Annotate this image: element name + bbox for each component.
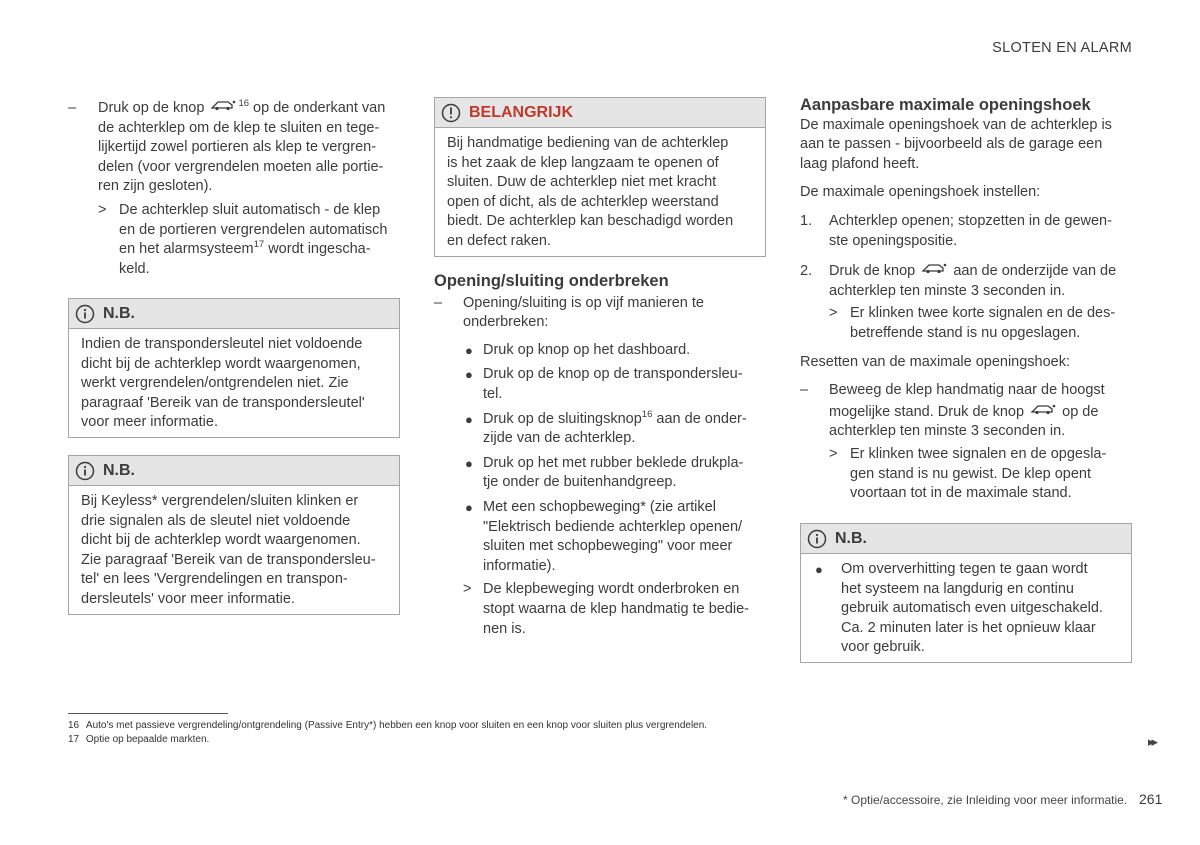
bullet-item bbox=[463, 498, 766, 576]
item-line-4: delen (voor vergrendelen moeten alle portie- bbox=[98, 158, 384, 175]
info-circle-icon bbox=[807, 529, 827, 549]
note-line: werkt vergrendelen/ontgrendelen niet. Zie bbox=[81, 375, 349, 392]
step-text: Druk de knop bbox=[829, 263, 916, 280]
bullet-line: Met een schopbeweging* (zie artikel bbox=[483, 498, 716, 515]
bullet-line: tje onder de buitenhandgreep. bbox=[483, 474, 677, 491]
footnote-16 bbox=[68, 719, 1168, 732]
dash-marker: – bbox=[68, 100, 77, 116]
result-line: voortaan tot in de maximale stand. bbox=[850, 485, 1072, 502]
result-line: De klepbeweging wordt onderbroken en bbox=[483, 581, 740, 598]
note-line: dicht bij de achterklep wordt waargenomen, bbox=[81, 355, 361, 372]
intro-line: Opening/sluiting is op vijf manieren te bbox=[463, 294, 704, 311]
important-box bbox=[434, 97, 766, 257]
result-item bbox=[829, 304, 1140, 343]
bullet-line: sluiten met schopbeweging" voor meer bbox=[483, 538, 733, 555]
para-line: De maximale openingshoek instellen: bbox=[800, 184, 1041, 201]
para-line: laag plafond heeft. bbox=[800, 155, 920, 172]
dash-list-item bbox=[434, 294, 766, 333]
exclamation-circle-icon bbox=[441, 103, 461, 123]
bullet-marker: ● bbox=[465, 367, 473, 383]
footnote-number: 16 bbox=[68, 720, 80, 731]
footnote-number: 17 bbox=[68, 734, 80, 745]
note-box-keyless bbox=[68, 455, 400, 615]
note-line: Zie paragraaf 'Bereik van de transpondersleu- bbox=[81, 551, 376, 568]
item-line-3: lijkertijd zowel portieren als klep te vergren- bbox=[98, 139, 377, 156]
para-line: De maximale openingshoek van de achterklep is bbox=[800, 116, 1112, 133]
note-body bbox=[801, 554, 1131, 666]
note-line: voor meer informatie. bbox=[81, 414, 218, 431]
important-line: Bij handmatige bediening van de achterklep bbox=[447, 135, 729, 151]
result-item bbox=[463, 580, 766, 639]
step-line bbox=[829, 403, 1140, 423]
bullet-line: Druk op het met rubber beklede drukpla- bbox=[483, 454, 744, 471]
footer-note: * Optie/accessoire, zie Inleiding voor meer informatie. bbox=[843, 793, 1128, 807]
note-box-transponder-range bbox=[68, 298, 400, 438]
bullet-marker: ● bbox=[465, 455, 473, 471]
footnote-ref-16: 16 bbox=[238, 98, 250, 110]
bullet-line: tel. bbox=[483, 385, 503, 402]
important-box-header bbox=[435, 98, 765, 128]
result-line: gen stand is nu gewist. De klep opent bbox=[850, 465, 1092, 482]
note-title: N.B. bbox=[103, 304, 135, 322]
result-line-3 bbox=[119, 240, 400, 260]
bullet-line: Druk op de knop op de transpondersleu- bbox=[483, 366, 743, 383]
note-bullet-item bbox=[813, 560, 1119, 658]
note-line: voor gebruik. bbox=[841, 639, 925, 656]
note-line: Ca. 2 minuten later is het opnieuw klaar bbox=[841, 619, 1096, 636]
result-marker: > bbox=[463, 581, 472, 598]
para-line: aan te passen - bijvoorbeeld als de garage een bbox=[800, 136, 1103, 153]
result-line-2: en de portieren vergrendelen automatisch bbox=[119, 221, 388, 238]
result-item bbox=[829, 445, 1140, 504]
result-marker: > bbox=[98, 201, 107, 218]
step-line bbox=[829, 262, 1140, 282]
note-line: Bij Keyless* vergrendelen/sluiten klinken er bbox=[81, 493, 359, 509]
result-marker: > bbox=[829, 305, 838, 322]
note-box-overheating bbox=[800, 523, 1132, 663]
result-line: betreffende stand is nu opgeslagen. bbox=[850, 324, 1081, 341]
important-title: BELANGRIJK bbox=[469, 103, 574, 121]
number-marker: 2. bbox=[800, 263, 813, 280]
bullet-item bbox=[463, 365, 766, 404]
note-box-header bbox=[801, 524, 1131, 554]
result-text-cont: wordt ingescha- bbox=[268, 241, 371, 258]
tailgate-close-button-icon bbox=[921, 262, 947, 274]
dash-marker: – bbox=[800, 382, 809, 399]
dash-marker: – bbox=[434, 294, 443, 311]
bullet-text-cont: aan de onder- bbox=[656, 410, 747, 427]
step-text-cont: aan de onderzijde van de bbox=[953, 263, 1117, 280]
dash-list-item bbox=[800, 381, 1140, 504]
page-header-section: SLOTEN EN ALARM bbox=[992, 40, 1132, 56]
footnote-divider bbox=[68, 713, 228, 714]
footnote-17 bbox=[68, 733, 1168, 746]
continue-arrow-icon: ▸▸ bbox=[1148, 734, 1156, 749]
note-title: N.B. bbox=[835, 529, 867, 547]
footnote-text: Optie op bepaalde markten. bbox=[85, 734, 210, 745]
bullet-marker: ● bbox=[465, 411, 473, 427]
important-line: is het zaak de klep langzaam te openen of bbox=[447, 154, 719, 171]
bullet-line: informatie). bbox=[483, 557, 556, 574]
step-line: ste openingspositie. bbox=[829, 232, 958, 249]
result-marker: > bbox=[829, 445, 838, 462]
note-box-header bbox=[69, 456, 399, 486]
item-line-1 bbox=[98, 99, 400, 119]
result-item bbox=[98, 201, 400, 279]
numbered-item-2 bbox=[800, 262, 1140, 343]
bullet-marker: ● bbox=[465, 342, 473, 358]
bullet-marker: ● bbox=[465, 499, 473, 515]
bullet-line: zijde van de achterklep. bbox=[483, 430, 636, 447]
para-line: Resetten van de maximale openingshoek: bbox=[800, 353, 1071, 370]
result-line: nen is. bbox=[483, 620, 526, 637]
important-body bbox=[435, 128, 765, 260]
item-text: Druk op de knop bbox=[98, 100, 205, 116]
bullet-list bbox=[463, 341, 766, 639]
step-line: achterklep ten minste 3 seconden in. bbox=[829, 282, 1066, 299]
important-line: sluiten. Duw de achterklep niet met kracht bbox=[447, 174, 717, 191]
result-line-4: keld. bbox=[119, 260, 150, 277]
tailgate-close-button-icon bbox=[1030, 403, 1056, 415]
column-1 bbox=[68, 99, 400, 279]
note-box-header bbox=[69, 299, 399, 329]
note-line: gebruik automatisch even uitgeschakeld. bbox=[841, 600, 1103, 617]
page-number: 261 bbox=[1139, 791, 1163, 807]
step-line: Achterklep openen; stopzetten in de gewen- bbox=[829, 212, 1112, 229]
result-text: en het alarmsysteem bbox=[119, 241, 254, 258]
footnote-ref-17: 17 bbox=[253, 239, 265, 251]
bullet-line: Druk op knop op het dashboard. bbox=[483, 341, 691, 358]
note-body bbox=[69, 486, 399, 618]
important-line: biedt. De achterklep kan beschadigd worden bbox=[447, 213, 734, 230]
important-line: open of dicht, als de achterklep weerstand bbox=[447, 193, 719, 210]
note-line: Indien de transpondersleutel niet voldoende bbox=[81, 336, 363, 352]
item-line-2: de achterklep om de klep te sluiten en tege- bbox=[98, 119, 380, 136]
note-line: drie signalen als de sleutel niet voldoende bbox=[81, 512, 351, 529]
intro-line: onderbreken: bbox=[463, 314, 549, 331]
note-line: tel' en lees 'Vergrendelingen en transpon- bbox=[81, 571, 348, 588]
result-line-1: De achterklep sluit automatisch - de klep bbox=[119, 201, 381, 218]
bullet-text: Druk op de sluitingsknop bbox=[483, 410, 642, 427]
section-heading-max-angle: Aanpasbare maximale openingshoek bbox=[800, 96, 1091, 114]
note-body bbox=[69, 329, 399, 441]
info-circle-icon bbox=[75, 461, 95, 481]
note-line: het systeem na langdurig en continu bbox=[841, 580, 1074, 597]
column-2-content bbox=[434, 272, 766, 639]
step-text: mogelijke stand. Druk de knop bbox=[829, 403, 1025, 420]
bullet-item bbox=[463, 410, 766, 449]
note-line: dicht bij de achterklep wordt waargenomen. bbox=[81, 532, 361, 549]
number-marker: 1. bbox=[800, 212, 813, 229]
bullet-item bbox=[463, 341, 766, 361]
note-line: dersleutels' voor meer informatie. bbox=[81, 590, 295, 607]
step-line: Beweeg de klep handmatig naar de hoogst bbox=[829, 382, 1105, 399]
result-line: Er klinken twee signalen en de opgesla- bbox=[850, 445, 1107, 462]
dash-list-item bbox=[68, 99, 400, 197]
note-line: paragraaf 'Bereik van de transpondersleutel' bbox=[81, 394, 365, 411]
info-circle-icon bbox=[75, 304, 95, 324]
tailgate-close-button-icon bbox=[210, 99, 236, 111]
footnote-text: Auto's met passieve vergrendeling/ontgrendeling (Passive Entry*) hebben een knop voor sluiten en een knop voor sluiten plus vergrendelen. bbox=[85, 720, 708, 731]
important-line: en defect raken. bbox=[447, 232, 551, 249]
section-heading-interrupt: Opening/sluiting onderbreken bbox=[434, 272, 669, 290]
bullet-item bbox=[463, 454, 766, 493]
note-title: N.B. bbox=[103, 461, 135, 479]
bullet-line: "Elektrisch bediende achterklep openen/ bbox=[483, 518, 743, 535]
column-3 bbox=[800, 96, 1140, 504]
footnote-ref-16: 16 bbox=[641, 408, 653, 420]
item-text-cont: op de onderkant van bbox=[253, 100, 386, 116]
bullet-line bbox=[483, 410, 766, 430]
note-line: Om oververhitting tegen te gaan wordt bbox=[841, 561, 1088, 577]
item-line-5: ren zijn gesloten). bbox=[98, 178, 213, 195]
result-line: stopt waarna de klep handmatig te bedie- bbox=[483, 600, 750, 617]
bullet-marker: ● bbox=[815, 562, 823, 577]
step-line: achterklep ten minste 3 seconden in. bbox=[829, 423, 1066, 440]
step-text-cont: op de bbox=[1062, 403, 1099, 420]
numbered-item-1 bbox=[800, 212, 1140, 251]
result-line: Er klinken twee korte signalen en de des- bbox=[850, 305, 1116, 322]
